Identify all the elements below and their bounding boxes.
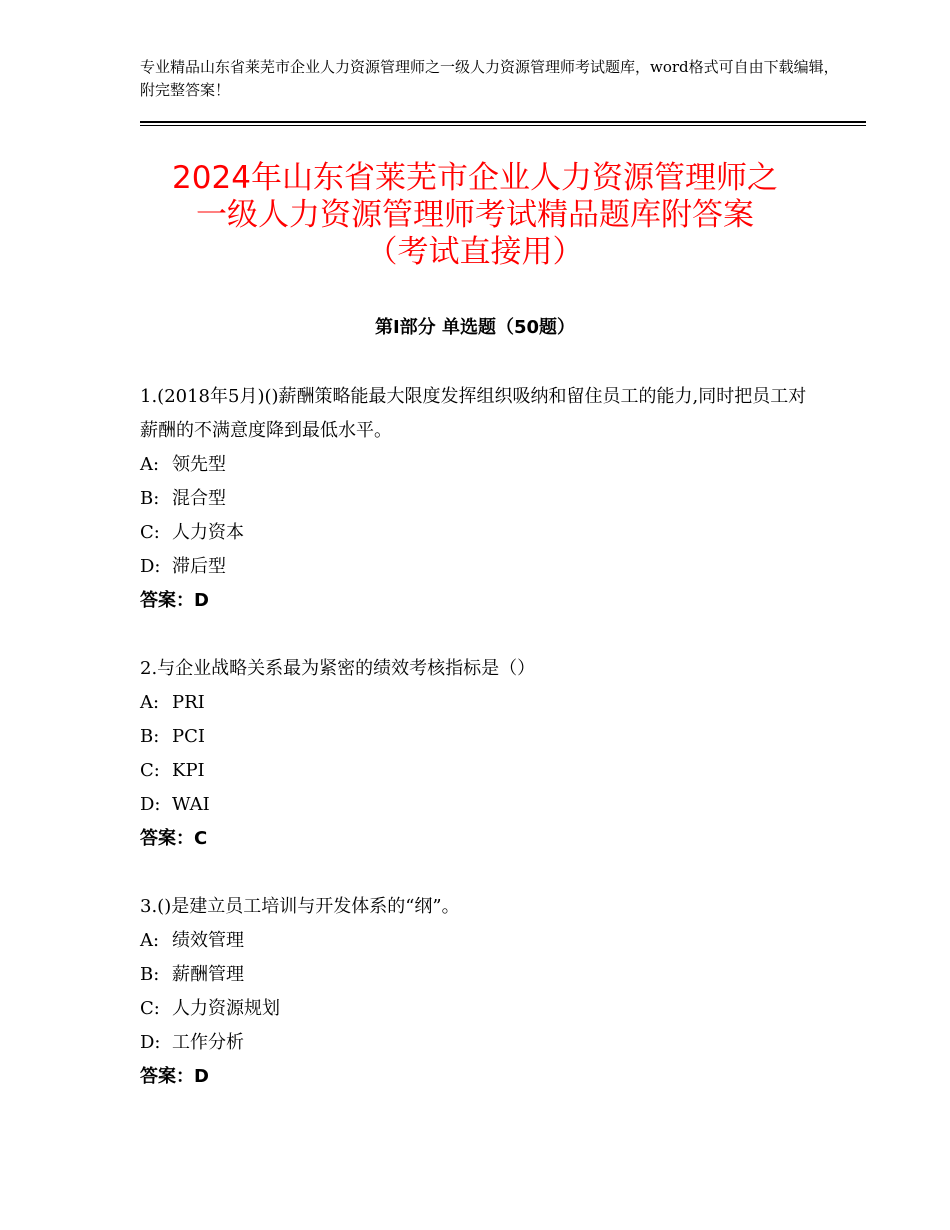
option-c	[140, 516, 810, 550]
option-text: 混合型	[172, 488, 226, 509]
document-title-line-3: （考试直接用）	[366, 234, 584, 270]
option-a	[140, 924, 810, 958]
header-divider-thin	[140, 125, 866, 126]
option-text: WAI	[172, 794, 210, 815]
question-1	[140, 380, 810, 618]
question-stem: 2.与企业战略关系最为紧密的绩效考核指标是（）	[140, 658, 536, 679]
option-c	[140, 992, 810, 1026]
option-text: 人力资源规划	[172, 998, 280, 1019]
question-stem: 3.()是建立员工培训与开发体系的“纲”。	[140, 896, 460, 917]
option-text: PCI	[172, 726, 205, 747]
option-letter: C:	[140, 522, 160, 543]
option-letter: D:	[140, 1032, 161, 1053]
option-letter: B:	[140, 964, 160, 985]
option-text: PRI	[172, 692, 205, 713]
option-text: 领先型	[172, 454, 226, 475]
option-d	[140, 788, 810, 822]
option-d	[140, 550, 810, 584]
option-letter: D:	[140, 556, 161, 577]
document-title	[100, 160, 850, 271]
option-letter: A:	[140, 692, 160, 713]
option-letter: A:	[140, 454, 160, 475]
option-text: 薪酬管理	[172, 964, 244, 985]
option-text: 绩效管理	[172, 930, 244, 951]
option-text: 工作分析	[172, 1032, 244, 1053]
section-heading: 第Ⅰ部分 单选题（50题）	[374, 317, 575, 338]
option-letter: D:	[140, 794, 161, 815]
option-letter: C:	[140, 760, 160, 781]
option-text: 人力资本	[172, 522, 244, 543]
question-2	[140, 652, 810, 856]
document-title-line-2: 一级人力资源管理师考试精品题库附答案	[196, 197, 754, 233]
option-a	[140, 686, 810, 720]
option-text: 滞后型	[172, 556, 226, 577]
answer: 答案：D	[140, 590, 209, 611]
option-text: KPI	[172, 760, 205, 781]
option-letter: A:	[140, 930, 160, 951]
question-3	[140, 890, 810, 1094]
header-note: 专业精品山东省莱芜市企业人力资源管理师之一级人力资源管理师考试题库，word格式可自由下载编辑，附完整答案！	[140, 58, 839, 99]
option-d	[140, 1026, 810, 1060]
option-b	[140, 958, 810, 992]
header-divider-thick	[140, 121, 866, 123]
document-title-line-1: 2024年山东省莱芜市企业人力资源管理师之	[172, 160, 778, 196]
option-c	[140, 754, 810, 788]
option-letter: C:	[140, 998, 160, 1019]
answer: 答案：C	[140, 828, 208, 849]
option-a	[140, 448, 810, 482]
option-letter: B:	[140, 726, 160, 747]
option-letter: B:	[140, 488, 160, 509]
option-b	[140, 482, 810, 516]
answer: 答案：D	[140, 1066, 209, 1087]
question-stem: 1.(2018年5月)()薪酬策略能最大限度发挥组织吸纳和留住员工的能力,同时把员工对薪酬的不满意度降到最低水平。	[140, 386, 807, 441]
option-b	[140, 720, 810, 754]
